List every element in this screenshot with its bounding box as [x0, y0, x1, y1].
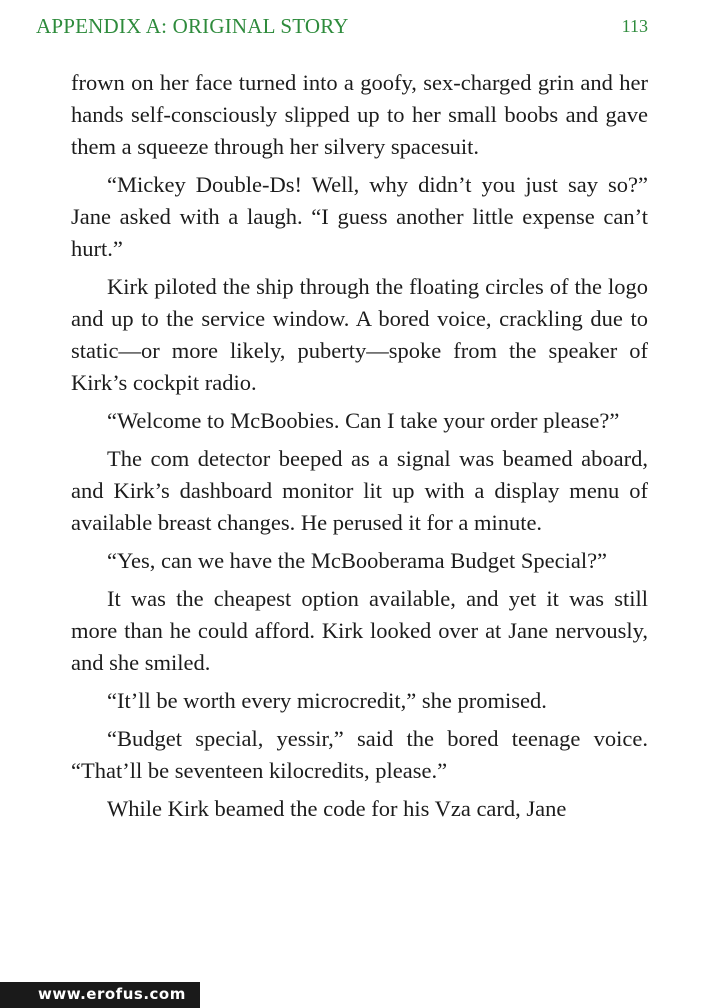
running-head: APPENDIX A: ORIGINAL STORY	[36, 14, 349, 38]
paragraph: “It’ll be worth every microcredit,” she promised.	[107, 688, 547, 713]
page-number: 113	[621, 16, 648, 36]
watermark-text: www.erofus.com	[38, 985, 186, 1003]
watermark-banner	[0, 982, 200, 1008]
paragraph: Kirk piloted the ship through the floating circles of the logo and up to the service window. A bored voice, crackling due to static—or more likely, puberty—spoke from the speaker of Kirk’s cockpit radio.	[71, 274, 648, 395]
body-text	[71, 67, 648, 831]
paragraph: “Welcome to McBoobies. Can I take your order please?”	[107, 408, 620, 433]
paragraph: The com detector beeped as a signal was beamed aboard, and Kirk’s dashboard monitor lit up with a display menu of available breast changes. He perused it for a minute.	[71, 446, 648, 535]
paragraph: “Budget special, yessir,” said the bored teenage voice. “That’ll be seventeen kilocredits, please.”	[71, 726, 648, 783]
paragraph: It was the cheapest option available, and yet it was still more than he could afford. Kirk looked over at Jane nervously, and she smiled.	[71, 586, 648, 675]
paragraph: “Mickey Double-Ds! Well, why didn’t you just say so?” Jane asked with a laugh. “I guess another little expense can’t hurt.”	[71, 172, 648, 261]
paragraph: While Kirk beamed the code for his Vza card, Jane	[107, 796, 567, 821]
page-header	[36, 14, 648, 44]
paragraph: “Yes, can we have the McBooberama Budget Special?”	[107, 548, 608, 573]
paragraph: frown on her face turned into a goofy, sex-charged grin and her hands self-consciously slipped up to her small boobs and gave them a squeeze through her silvery spacesuit.	[71, 70, 648, 159]
